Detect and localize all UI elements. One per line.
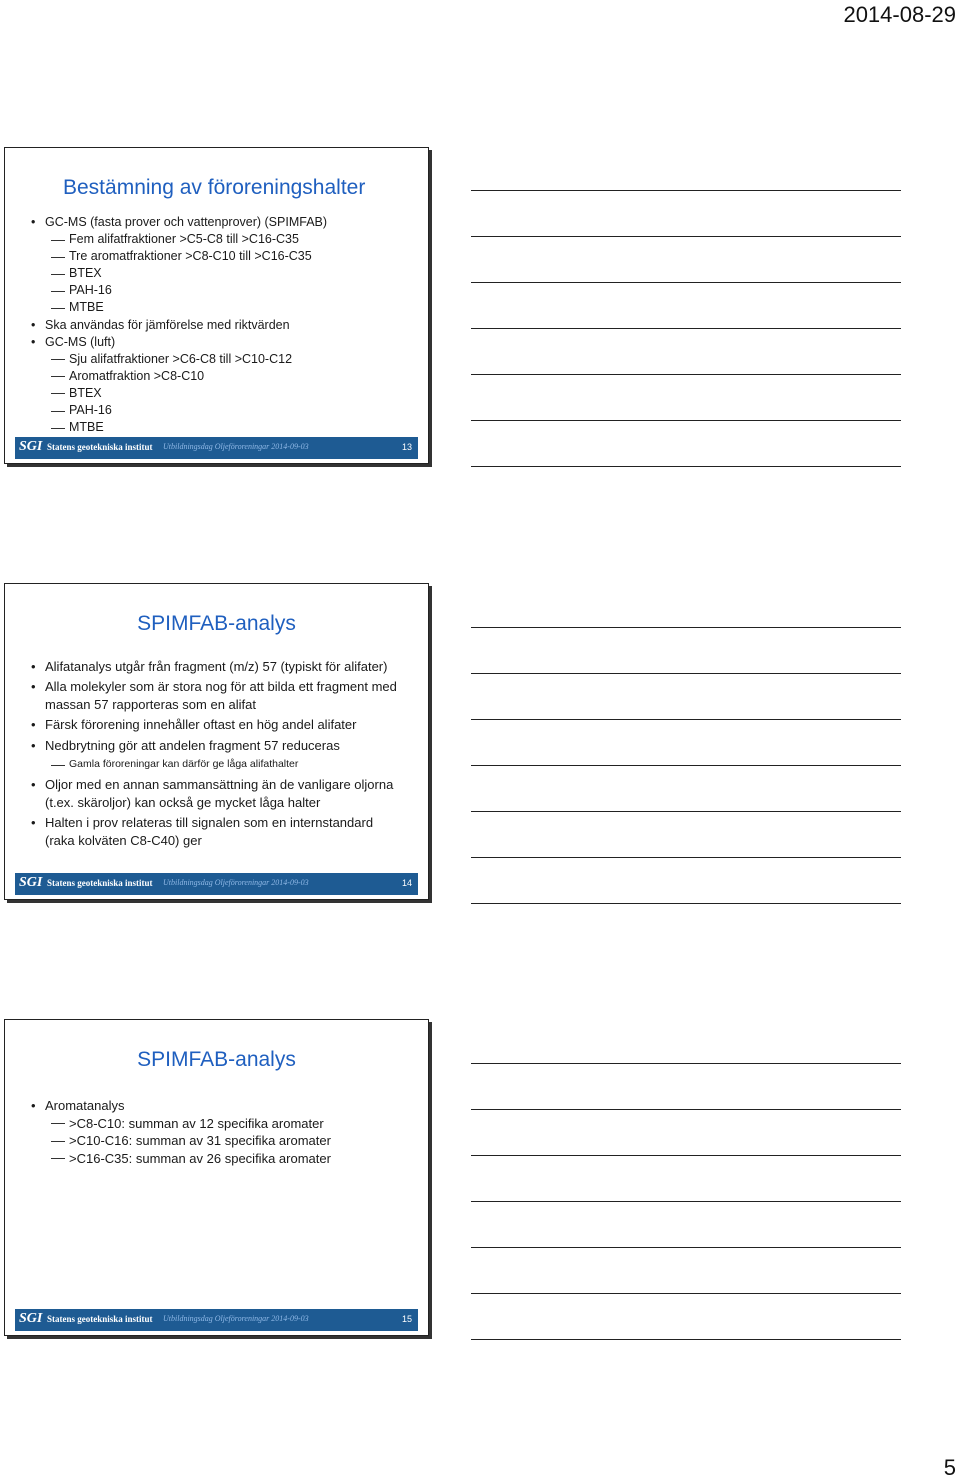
note-line xyxy=(471,811,901,812)
bullet-text: Halten i prov relateras till signalen som en internstandard (raka kolväten C8-C40) ger xyxy=(45,815,374,848)
slide-footer xyxy=(15,1309,418,1331)
sgi-logo: SGI xyxy=(19,1311,43,1326)
dash-icon xyxy=(51,411,65,412)
bullet-icon: • xyxy=(31,215,36,229)
dash-icon xyxy=(51,376,65,377)
course-label: Utbildningsdag Oljeföroreningar 2014-09-03 xyxy=(163,878,309,887)
note-line xyxy=(471,1155,901,1156)
bullet-text: Ska användas för jämförelse med riktvärden xyxy=(45,317,290,332)
bullet-text: Tre aromatfraktioner >C8-C10 till >C16-C35 xyxy=(69,249,312,264)
note-line xyxy=(471,719,901,720)
sgi-logo: SGI xyxy=(19,875,43,890)
bullet-item xyxy=(5,678,405,713)
note-line xyxy=(471,374,901,375)
slide-14 xyxy=(4,583,429,900)
sub-bullet-item xyxy=(5,282,428,299)
bullet-text: BTEX xyxy=(69,385,102,400)
bullet-text: >C10-C16: summan av 31 specifika aromater xyxy=(69,1133,331,1148)
bullet-icon: • xyxy=(31,737,36,753)
sub-bullet-item xyxy=(5,368,428,385)
bullet-text: Sju alifatfraktioner >C6-C8 till >C10-C12 xyxy=(69,351,293,366)
bullet-text: GC-MS (luft) xyxy=(45,334,116,349)
slide-number: 15 xyxy=(401,1314,412,1324)
note-line xyxy=(471,1201,901,1202)
note-line xyxy=(471,673,901,674)
sub-bullet-item xyxy=(5,351,428,368)
page-number: 5 xyxy=(943,1455,956,1480)
sub-bullet-item xyxy=(5,231,428,248)
dash-icon xyxy=(51,257,65,258)
sgi-logo: SGI xyxy=(19,439,43,454)
course-label: Utbildningsdag Oljeföroreningar 2014-09-03 xyxy=(163,1314,309,1323)
note-line xyxy=(471,1293,901,1294)
bullet-text: Fem alifatfraktioner >C5-C8 till >C16-C35 xyxy=(69,232,299,247)
dash-icon xyxy=(51,308,65,309)
note-line xyxy=(471,466,901,467)
sub-bullet-item xyxy=(5,402,428,419)
slide-footer xyxy=(15,437,418,459)
bullet-item xyxy=(5,334,428,351)
note-line xyxy=(471,627,901,628)
bullet-text: Oljor med en annan sammansättning än de vanligare oljorna (t.ex. skäroljor) kan också ge mycket låga halter xyxy=(45,777,394,810)
bullet-text: >C8-C10: summan av 12 specifika aromater xyxy=(69,1115,324,1131)
bullet-item xyxy=(5,737,405,754)
note-line xyxy=(471,328,901,329)
bullet-item xyxy=(5,814,405,849)
bullet-text: BTEX xyxy=(69,266,102,281)
bullet-item xyxy=(5,658,405,675)
bullet-text: Aromatfraktion >C8-C10 xyxy=(69,368,205,383)
bullet-text: PAH-16 xyxy=(69,283,112,298)
note-line xyxy=(471,282,901,283)
slide-footer xyxy=(15,873,418,895)
bullet-icon: • xyxy=(31,659,36,674)
bullet-icon: • xyxy=(31,1098,36,1113)
institute-name: Statens geotekniska institut xyxy=(47,1314,153,1324)
slide-title: SPIMFAB-analys xyxy=(137,1048,296,1071)
bullet-icon: • xyxy=(31,717,36,733)
page-date: 2014-08-29 xyxy=(843,2,956,27)
dash-icon xyxy=(51,291,65,292)
note-line xyxy=(471,190,901,191)
dash-icon xyxy=(51,359,65,360)
note-line xyxy=(471,1109,901,1110)
slide-number: 14 xyxy=(401,878,412,888)
institute-name: Statens geotekniska institut xyxy=(47,442,153,452)
note-line xyxy=(471,420,901,421)
dash-icon xyxy=(51,1158,65,1159)
institute-name: Statens geotekniska institut xyxy=(47,878,153,888)
bullet-text: Aromatanalys xyxy=(45,1098,125,1113)
bullet-icon: • xyxy=(31,777,36,793)
sub-bullet-item xyxy=(5,299,428,316)
sub-bullet-item xyxy=(5,385,428,402)
sub-bullet-item xyxy=(5,1115,428,1133)
bullet-text: MTBE xyxy=(69,300,104,315)
note-line xyxy=(471,1339,901,1340)
dash-icon xyxy=(51,1141,65,1142)
slide-content xyxy=(5,1097,428,1167)
bullet-text: >C16-C35: summan av 26 specifika aromater xyxy=(69,1150,331,1166)
bullet-item xyxy=(5,776,405,811)
note-line xyxy=(471,1063,901,1064)
bullet-text: Alla molekyler som är stora nog för att bilda ett fragment med massan 57 rapporteras som en alifat xyxy=(45,679,397,712)
sub-bullet-item xyxy=(5,756,428,773)
sub-bullet-item xyxy=(5,248,428,265)
note-line xyxy=(471,236,901,237)
bullet-item xyxy=(5,317,428,334)
sub-bullet-item xyxy=(5,1150,428,1168)
bullet-icon: • xyxy=(31,815,36,831)
bullet-text: Gamla föroreningar kan därför ge låga alifathalter xyxy=(69,758,299,771)
course-label: Utbildningsdag Oljeföroreningar 2014-09-03 xyxy=(163,442,309,451)
bullet-text: Alifatanalys utgår från fragment (m/z) 57 (typiskt för alifater) xyxy=(45,659,388,674)
dash-icon xyxy=(51,274,65,275)
slide-13 xyxy=(4,147,429,464)
sub-bullet-item xyxy=(5,265,428,282)
slide-15 xyxy=(4,1019,429,1336)
bullet-text: PAH-16 xyxy=(69,403,112,418)
dash-icon xyxy=(51,765,65,766)
bullet-text: Nedbrytning gör att andelen fragment 57 reduceras xyxy=(45,737,340,753)
dash-icon xyxy=(51,240,65,241)
bullet-text: Färsk förorening innehåller oftast en hög andel alifater xyxy=(45,717,357,733)
slide-number: 13 xyxy=(401,442,412,452)
bullet-item xyxy=(5,214,428,231)
bullet-text: GC-MS (fasta prover och vattenprover) (SPIMFAB) xyxy=(45,215,328,229)
slide-title: Bestämning av föroreningshalter xyxy=(63,176,366,199)
note-line xyxy=(471,1247,901,1248)
dash-icon xyxy=(51,393,65,394)
slide-content xyxy=(5,214,428,436)
bullet-item xyxy=(5,716,405,733)
dash-icon xyxy=(51,1123,65,1124)
slide-content xyxy=(5,658,428,849)
dash-icon xyxy=(51,428,65,429)
bullet-icon: • xyxy=(31,334,36,349)
note-line xyxy=(471,903,901,904)
bullet-icon: • xyxy=(31,317,36,332)
note-line xyxy=(471,765,901,766)
sub-bullet-item xyxy=(5,419,428,436)
bullet-text: MTBE xyxy=(69,420,104,435)
slide-title: SPIMFAB-analys xyxy=(137,612,296,635)
bullet-icon: • xyxy=(31,679,36,695)
bullet-item xyxy=(5,1097,428,1115)
sub-bullet-item xyxy=(5,1132,428,1150)
note-line xyxy=(471,857,901,858)
